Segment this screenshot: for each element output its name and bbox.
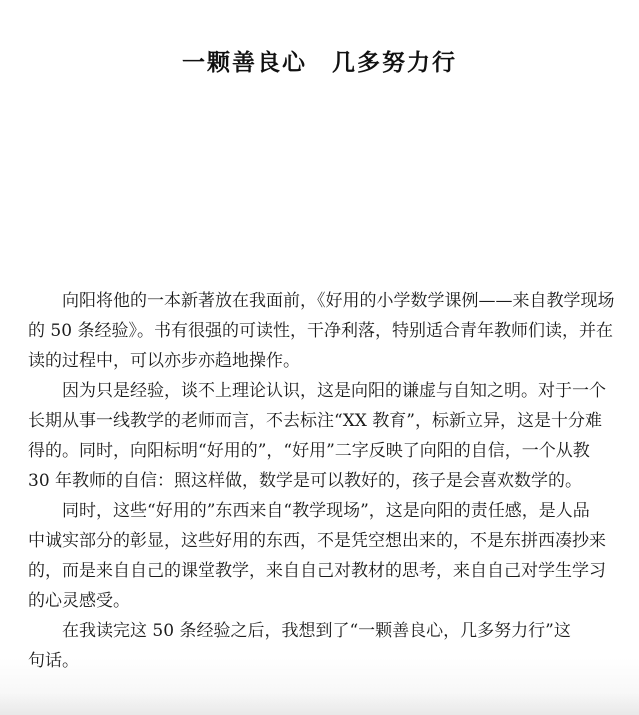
- text-line: 读的过程中，可以亦步亦趋地操作。: [28, 351, 300, 371]
- page-title: 一颗善良心 几多努力行: [182, 50, 457, 76]
- scan-shadow: [0, 693, 639, 715]
- body-text: [28, 286, 614, 676]
- text-line: 因为只是经验，谈不上理论认识，这是向阳的谦虚与自知之明。对于一个: [62, 381, 606, 401]
- paragraph: [28, 376, 614, 496]
- text-line: 句话。: [28, 651, 79, 671]
- text-line: 中诚实部分的彰显，这些好用的东西，不是凭空想出来的，不是东拼西凑抄来: [28, 531, 606, 551]
- text-line: 的 50 条经验》。书有很强的可读性，干净利落，特别适合青年教师们读，并在: [28, 321, 613, 341]
- text-line: 30 年教师的自信：照这样做，数学是可以教好的，孩子是会喜欢数学的。: [28, 471, 583, 491]
- text-line: 在我读完这 50 条经验之后，我想到了“一颗善良心，几多努力行”这: [62, 621, 571, 641]
- text-line: 得的。同时，向阳标明“好用的”，“好用”二字反映了向阳的自信，一个从教: [28, 441, 590, 461]
- text-line: 向阳将他的一本新著放在我面前，《好用的小学数学课例——来自教学现场: [62, 291, 614, 311]
- text-line: 的心灵感受。: [28, 591, 130, 611]
- text-line: 的，而是来自自己的课堂教学，来自自己对教材的思考，来自自己对学生学习: [28, 561, 606, 581]
- text-line: 长期从事一线教学的老师而言，不去标注“XX 教育”，标新立异，这是十分难: [28, 411, 602, 431]
- text-line: 同时，这些“好用的”东西来自“教学现场”，这是向阳的责任感，是人品: [62, 501, 590, 521]
- paragraph: [28, 496, 614, 616]
- paragraph: [28, 286, 614, 376]
- paragraph: [28, 616, 614, 676]
